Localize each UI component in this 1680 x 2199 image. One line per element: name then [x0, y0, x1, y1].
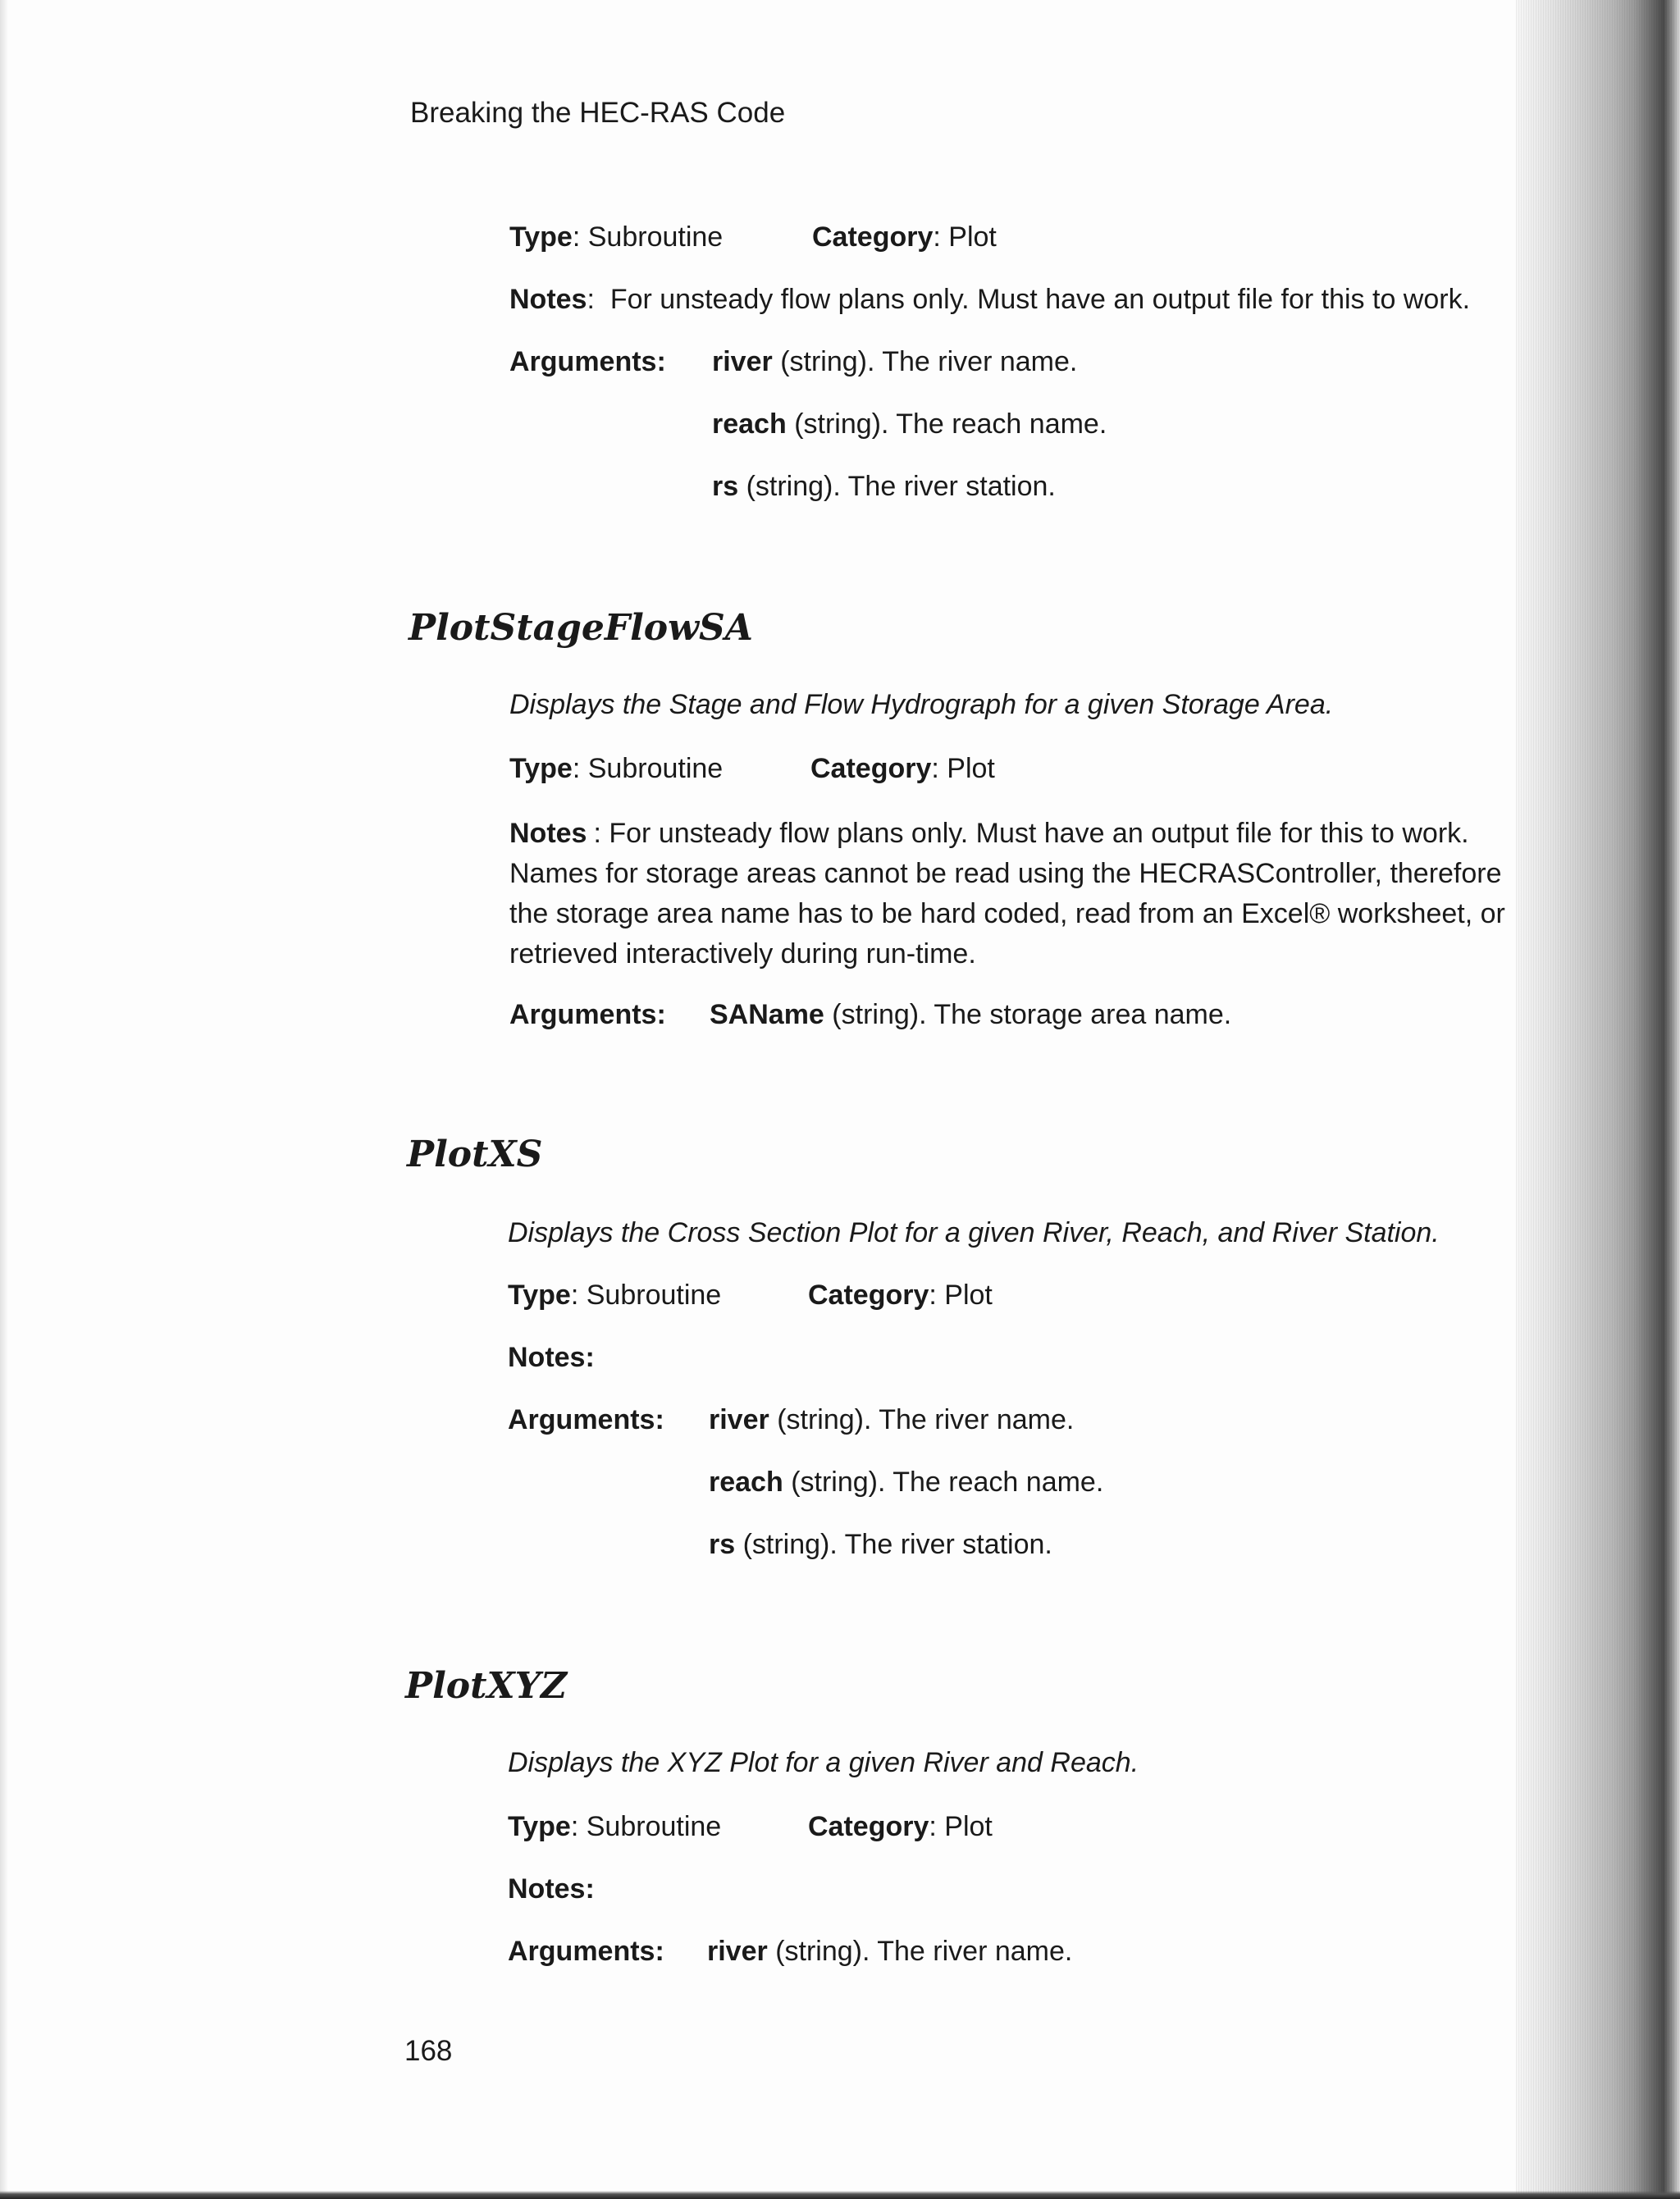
category-label: Category — [812, 221, 934, 253]
arguments-label: Arguments: — [508, 1404, 664, 1435]
category-value: Plot — [947, 753, 995, 784]
argument-desc: (string). The river station. — [742, 1529, 1052, 1560]
argument-name: rs — [712, 471, 739, 502]
notes-paragraph: Notes : For unsteady flow plans only. Must have an output file for this to work. Names for storage areas cannot be read using the HECRASController, therefore the storage area name has to be hard coded, read from an Excel® worksheet, or retrieved interactively during run-time. — [509, 818, 1505, 969]
type-label: Type — [509, 221, 573, 253]
notes-label: Notes — [509, 818, 587, 849]
scan-bottom-edge — [0, 2191, 1680, 2199]
argument-river — [707, 1936, 1072, 1968]
category-value: Plot — [948, 221, 997, 253]
scan-left-edge — [0, 0, 8, 2199]
category-label: Category — [810, 753, 932, 784]
argument-desc: (string). The reach name. — [794, 408, 1107, 440]
argument-desc: (string). The storage area name. — [832, 999, 1232, 1030]
type-line: Type: Subroutine — [508, 1811, 722, 1842]
section-title-plotxs: PlotXS — [407, 1134, 543, 1175]
arguments-label: Arguments: — [509, 999, 666, 1030]
argument-name: rs — [709, 1529, 736, 1560]
intro-argument-reach — [712, 408, 1107, 440]
section-title-plotxyz: PlotXYZ — [405, 1665, 568, 1707]
argument-desc: (string). The river name. — [775, 1936, 1073, 1967]
type-value: Subroutine — [587, 221, 724, 253]
argument-rs — [709, 1529, 1052, 1561]
category-line: Category: Plot — [810, 753, 995, 784]
category-line: Category: Plot — [808, 1811, 993, 1842]
running-header: Breaking the HEC-RAS Code — [410, 97, 786, 129]
notes-text: For unsteady flow plans only. Must have an output file for this to work. Names for storage areas cannot be read using the HECRASController, therefore the storage area name has to be hard coded, read from an Excel® worksheet, or retrieved interactively during run-time. — [509, 818, 1505, 969]
argument-name: SAName — [710, 999, 824, 1030]
argument-saname — [710, 999, 1231, 1031]
page-number: 168 — [404, 2035, 453, 2067]
intro-argument-rs — [712, 471, 1056, 503]
intro-category-line: Category: Plot — [812, 221, 997, 253]
category-label: Category — [808, 1811, 929, 1842]
notes-label: Notes — [509, 284, 587, 315]
type-label: Type — [508, 1280, 571, 1311]
intro-arguments-label: Arguments: — [509, 346, 666, 377]
notes-text: For unsteady flow plans only. Must have an output file for this to work. — [609, 284, 1471, 315]
argument-name: reach — [712, 408, 787, 440]
section-description: Displays the Stage and Flow Hydrograph for a given Storage Area. — [509, 689, 1334, 720]
intro-notes-line: Notes: For unsteady flow plans only. Must have an output file for this to work. — [509, 284, 1471, 315]
type-label: Type — [508, 1811, 571, 1842]
section-description: Displays the Cross Section Plot for a given River, Reach, and River Station. — [508, 1217, 1440, 1248]
type-line: Type: Subroutine — [509, 753, 724, 784]
argument-desc: (string). The river name. — [780, 346, 1078, 377]
category-value: Plot — [944, 1811, 993, 1842]
section-description: Displays the XYZ Plot for a given River and Reach. — [508, 1747, 1139, 1778]
argument-desc: (string). The river station. — [746, 471, 1056, 502]
type-value: Subroutine — [587, 753, 724, 784]
notes-label: Notes: — [508, 1342, 595, 1373]
type-value: Subroutine — [586, 1811, 722, 1842]
notes-label: Notes: — [508, 1873, 595, 1905]
argument-name: river — [712, 346, 773, 377]
category-label: Category — [808, 1280, 929, 1311]
argument-desc: (string). The reach name. — [791, 1467, 1104, 1498]
type-label: Type — [509, 753, 573, 784]
type-value: Subroutine — [586, 1280, 722, 1311]
arguments-label: Arguments: — [508, 1936, 664, 1967]
argument-name: river — [707, 1936, 768, 1967]
argument-desc: (string). The river name. — [777, 1404, 1075, 1435]
intro-type-line: Type: Subroutine — [509, 221, 724, 253]
intro-argument-river — [712, 346, 1077, 378]
argument-name: river — [709, 1404, 769, 1435]
type-line: Type: Subroutine — [508, 1280, 722, 1311]
category-value: Plot — [944, 1280, 993, 1311]
argument-reach — [709, 1467, 1103, 1499]
section-title-plotstageflowsa: PlotStageFlowSA — [409, 607, 753, 649]
book-binding-shadow — [1516, 0, 1680, 2199]
argument-name: reach — [709, 1467, 783, 1498]
argument-river — [709, 1404, 1074, 1436]
category-line: Category: Plot — [808, 1280, 993, 1311]
